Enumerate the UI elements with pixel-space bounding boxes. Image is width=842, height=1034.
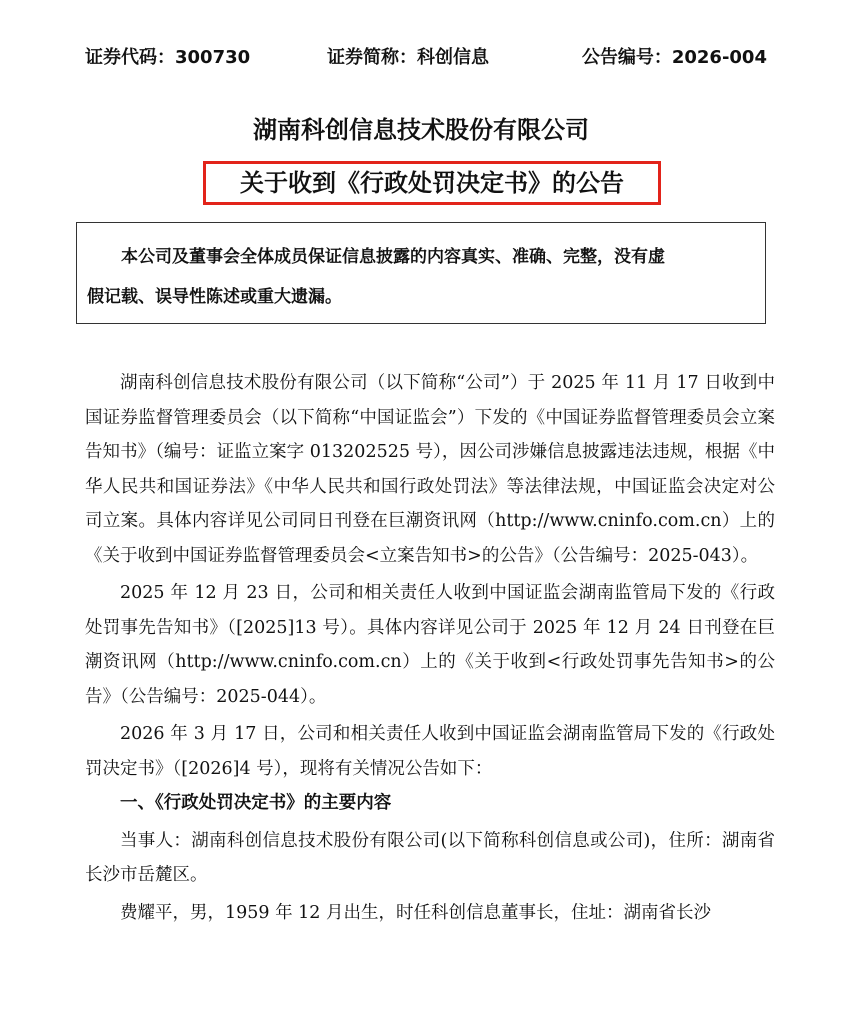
paragraph-party-company: 当事人：湖南科创信息技术股份有限公司(以下简称科创信息或公司)，住所：湖南省长沙市岳麓区。: [85, 830, 775, 885]
statement-line-1: 本公司及董事会全体成员保证信息披露的内容真实、准确、完整，没有虚: [121, 247, 665, 267]
notice-number: 公告编号：2026-004: [581, 47, 767, 68]
stock-code: 证券代码：300730: [85, 47, 251, 68]
statement-box: [76, 222, 766, 324]
document-body: [85, 366, 775, 930]
section-heading-1: 一、《行政处罚决定书》的主要内容: [120, 793, 392, 813]
notice-title: 关于收到《行政处罚决定书》的公告: [203, 161, 661, 205]
paragraph-prior-notice: 2025 年 12 月 23 日，公司和相关责任人收到中国证监会湖南监管局下发的《行政处罚事先告知书》（[2025]13 号）。具体内容详见公司于 2025 年 12 月 24 日刊登在巨潮资讯网（http://www.cninfo.com.cn）上的《关于收到<行政处罚事先告知书>的公告》（公告编号：2025-044）。: [85, 583, 775, 707]
paragraph-decision-received: 2026 年 3 月 17 日，公司和相关责任人收到中国证监会湖南监管局下发的《行政处罚决定书》（[2026]4 号），现将有关情况公告如下：: [85, 724, 775, 779]
paragraph-party-person: 费耀平，男，1959 年 12 月出生，时任科创信息董事长，住址：湖南省长沙: [120, 902, 711, 923]
stock-abbreviation: 证券简称：科创信息: [327, 47, 489, 68]
paragraph-filing: 湖南科创信息技术股份有限公司（以下简称“公司”）于 2025 年 11 月 17 日收到中国证券监督管理委员会（以下简称“中国证监会”）下发的《中国证券监督管理委员会立案告知书》（编号：证监立案字 013202525 号），因公司涉嫌信息披露违法违规，根据《中华人民共和国证券法》《中华人民共和国行政处罚法》等法律法规，中国证监会决定对公司立案。具体内容详见公司同日刊登在巨潮资讯网（http://www.cninfo.com.cn）上的《关于收到中国证券监督管理委员会<立案告知书>的公告》（公告编号：2025-043）。: [85, 373, 775, 566]
company-name: 湖南科创信息技术股份有限公司: [253, 116, 589, 144]
statement-line-2: 假记载、误导性陈述或重大遗漏。: [87, 287, 342, 307]
